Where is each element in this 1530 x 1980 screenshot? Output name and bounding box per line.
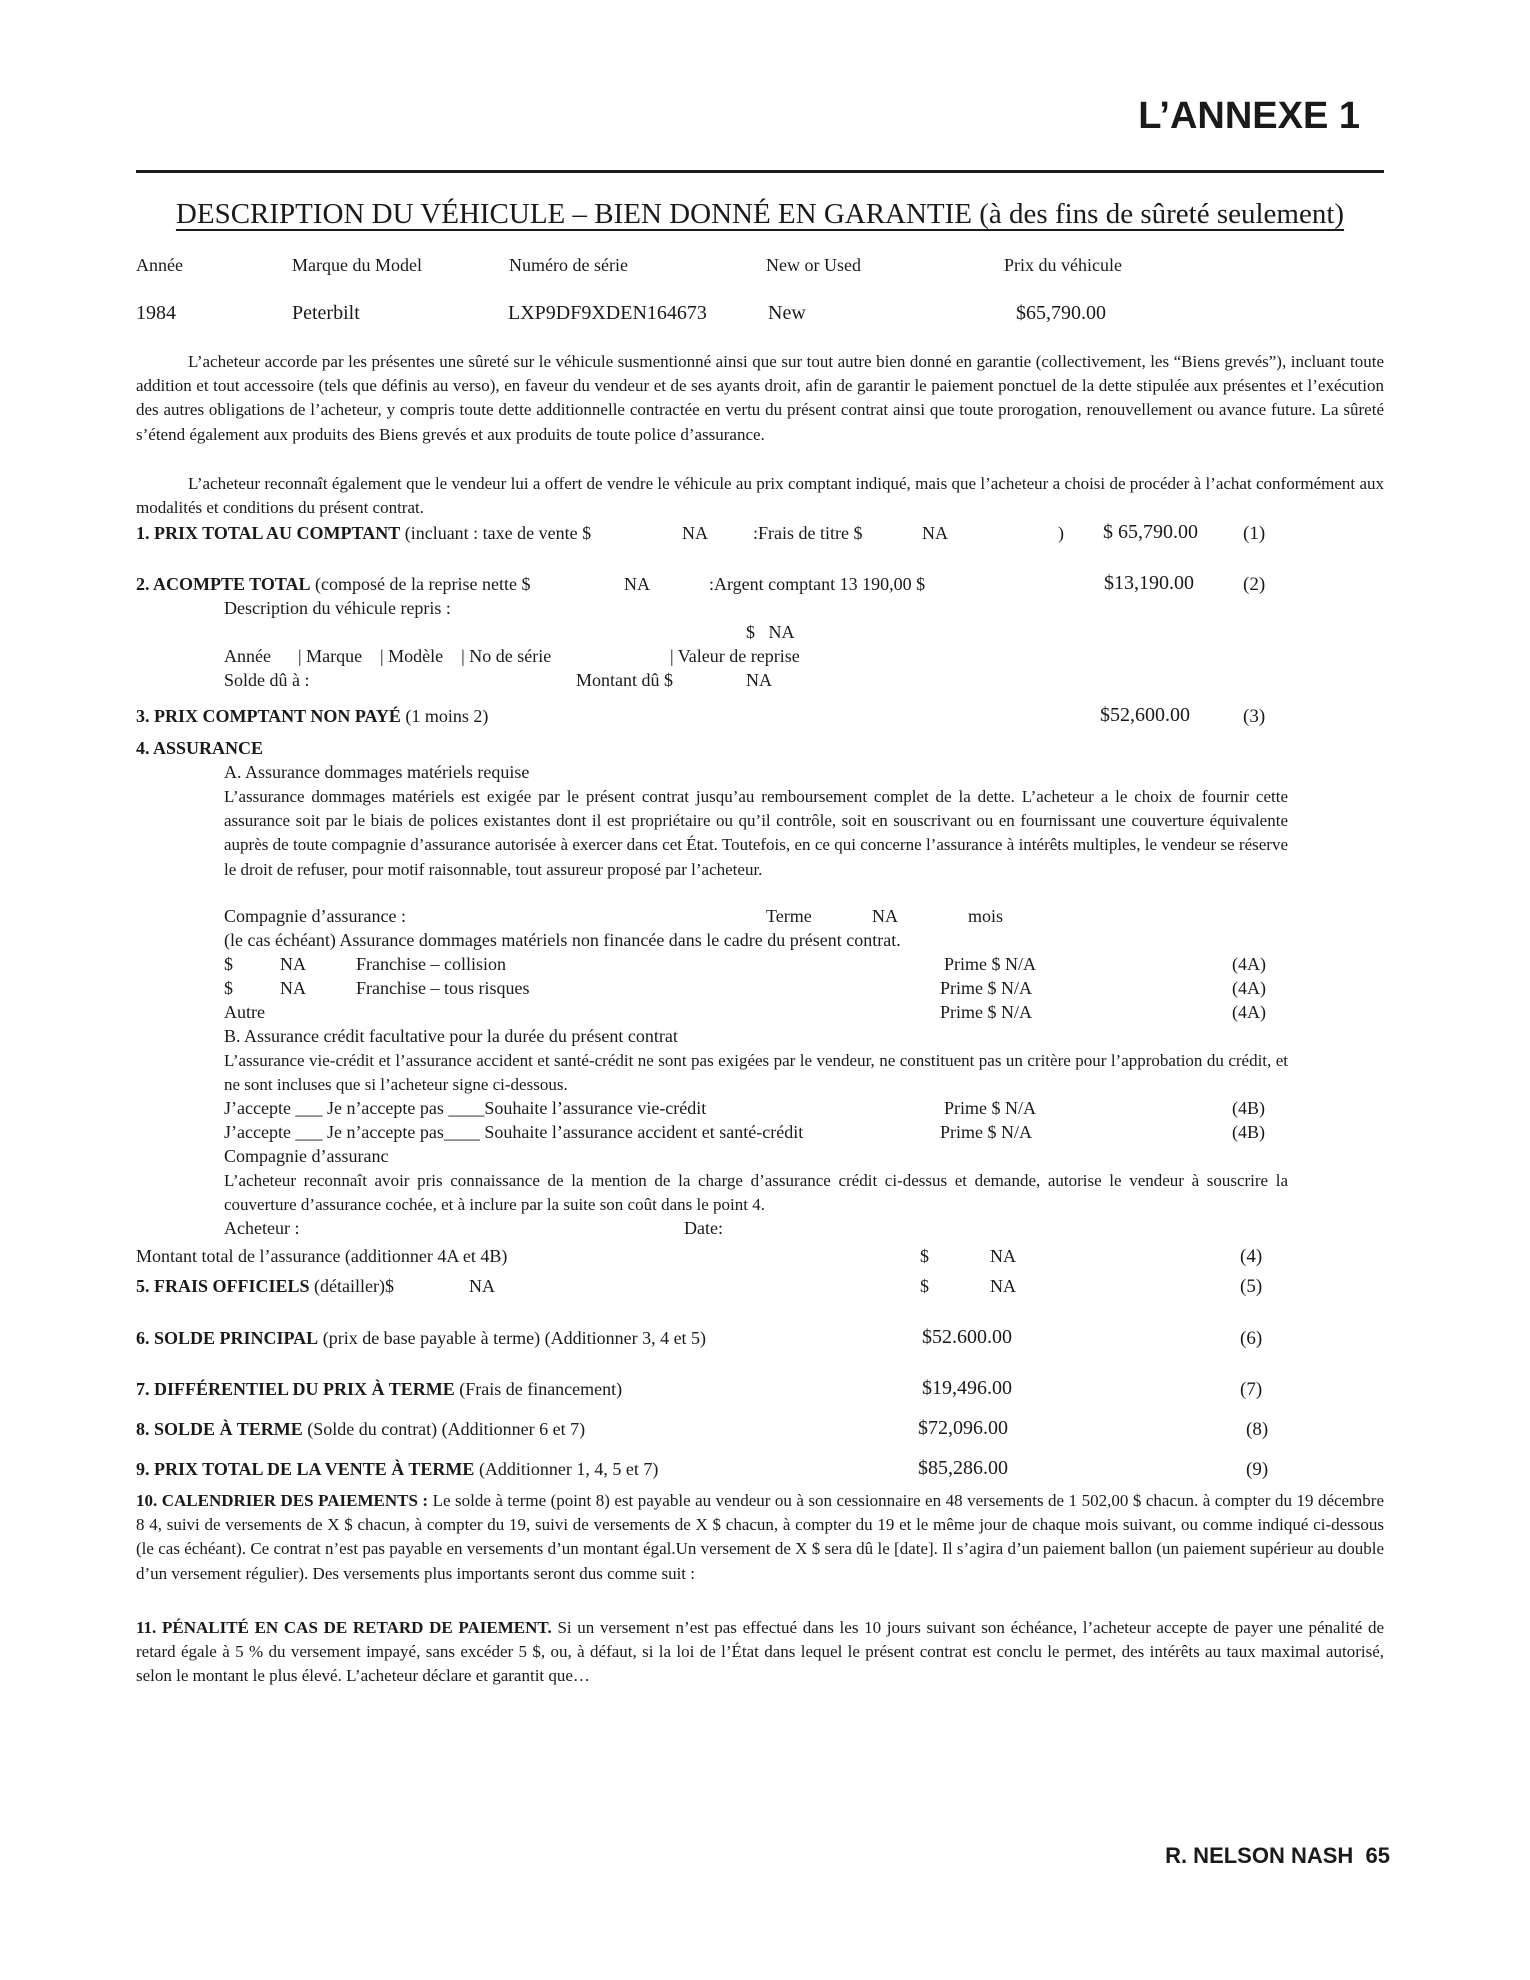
item-4-total-dollar: $ bbox=[920, 1246, 929, 1266]
item-5-detail: (détailler)$ bbox=[314, 1276, 394, 1296]
item-9-detail: (Additionner 1, 4, 5 et 7) bbox=[478, 1459, 659, 1479]
item-4a-row-1-code: (4A) bbox=[1232, 954, 1266, 974]
item-4-total-code: (4) bbox=[1240, 1246, 1263, 1267]
item-4b-compagnie: Compagnie d’assuranc bbox=[224, 1146, 389, 1166]
item-4-non-financee: (le cas échéant) Assurance dommages matériels non financée dans le cadre du présent contrat. bbox=[224, 930, 901, 950]
section-heading: DESCRIPTION DU VÉHICULE – BIEN DONNÉ EN GARANTIE (à des fins de sûreté seulement) bbox=[175, 198, 1345, 230]
item-4a-row-2-code: (4A) bbox=[1232, 978, 1266, 998]
item-5-dollar: $ bbox=[920, 1276, 929, 1296]
item-4-acheteur: Acheteur : bbox=[224, 1218, 300, 1238]
item-2-montant-du: Montant dû $ bbox=[576, 670, 673, 690]
col-header-serie: Numéro de série bbox=[509, 255, 628, 275]
item-1-code: (1) bbox=[1243, 523, 1266, 544]
item-7-detail: (Frais de financement) bbox=[459, 1379, 623, 1399]
vehicle-serial: LXP9DF9XDEN164673 bbox=[508, 302, 707, 324]
item-1-label-line bbox=[136, 523, 591, 544]
item-1-paren: ) bbox=[1058, 523, 1064, 543]
col-header-prix: Prix du véhicule bbox=[1004, 255, 1122, 275]
item-2-label: 2. ACOMPTE TOTAL bbox=[136, 574, 311, 594]
item-4a-row-3-code: (4A) bbox=[1232, 1002, 1266, 1022]
vehicle-price: $65,790.00 bbox=[1016, 302, 1106, 324]
item-4b-reconnait: L’acheteur reconnaît avoir pris connaissance de la mention de la charge d’assurance crédit ci-dessus et demande, autorise le vendeur à souscrire la couverture d’assurance cochée, et à inclure par la suite son coût dans le point 4. bbox=[224, 1171, 1288, 1215]
item-2-repris-label: Description du véhicule repris : bbox=[224, 598, 451, 618]
item-3-amount: $52,600.00 bbox=[1100, 704, 1190, 726]
item-1-frais-label: :Frais de titre $ bbox=[753, 523, 863, 543]
item-11-text: Si un versement n’est pas effectué dans les 10 jours suivant son échéance, l’acheteur accepte de payer une pénalité de retard égale à 5 % du versement impayé, sans excéder 5 $, ou, à défaut, si la loi de l’État dans lequel le présent contrat est conclu le permet, des intérêts au taux maximal autorisé, selon le montant le plus élevé. L’acheteur déclare et garantit que… bbox=[136, 1618, 1384, 1686]
item-7-amount: $19,496.00 bbox=[922, 1377, 1012, 1399]
item-1-detail: (incluant : taxe de vente $ bbox=[404, 523, 592, 543]
item-4a-row-2-prime: Prime $ N/A bbox=[940, 978, 1032, 998]
item-4b-row-2-text: J’accepte ___ Je n’accepte pas____ Souhaite l’assurance accident et santé-crédit bbox=[224, 1122, 804, 1142]
item-11-paragraph bbox=[136, 1616, 1384, 1689]
item-8-label: 8. SOLDE À TERME bbox=[136, 1419, 303, 1439]
annex-title: L’ANNEXE 1 bbox=[1138, 95, 1360, 137]
item-10-label: 10. CALENDRIER DES PAIEMENTS : bbox=[136, 1491, 429, 1510]
item-5-val: NA bbox=[469, 1276, 495, 1296]
item-4-terme: Terme bbox=[766, 906, 812, 926]
item-7-label: 7. DIFFÉRENTIEL DU PRIX À TERME bbox=[136, 1379, 455, 1399]
item-2-code: (2) bbox=[1243, 574, 1266, 595]
item-7-label-line bbox=[136, 1379, 622, 1400]
item-8-amount: $72,096.00 bbox=[918, 1417, 1008, 1439]
item-5-code: (5) bbox=[1240, 1276, 1263, 1297]
vehicle-make: Peterbilt bbox=[292, 302, 360, 324]
item-8-code: (8) bbox=[1246, 1419, 1269, 1440]
item-4a-row-1-dollar: $ bbox=[224, 954, 233, 974]
item-4b-row-1-text: J’accepte ___ Je n’accepte pas ____Souhaite l’assurance vie-crédit bbox=[224, 1098, 707, 1118]
item-4a-row-3-autre: Autre bbox=[224, 1002, 265, 1022]
item-10-text: Le solde à terme (point 8) est payable au vendeur ou à son cessionnaire en 48 versements de 1 502,00 $ chacun. à compter du 19 décembre 8 4, suivi de versements de X $ chacun, à compter du 19, suivi de versements de X $ chacun, à compter du 19 et le même jour de chaque mois suivant, ou comme indiqué ci-dessous (le cas échéant). Ce contrat n’est pas payable en versements d’un montant égal.Un versement de X $ sera dû le [date]. Il s’agira d’un paiement ballon (un paiement supérieur au double d’un versement régulier). Des versements plus importants seront dus comme suit : bbox=[136, 1491, 1385, 1583]
item-2-argent: :Argent comptant 13 190,00 $ bbox=[709, 574, 926, 594]
item-6-label-line bbox=[136, 1328, 706, 1349]
item-2-net: NA bbox=[624, 574, 650, 594]
item-4b-title: B. Assurance crédit facultative pour la durée du présent contrat bbox=[224, 1026, 678, 1046]
item-2-solde: Solde dû à : bbox=[224, 670, 310, 690]
item-7-code: (7) bbox=[1240, 1379, 1263, 1400]
item-9-amount: $85,286.00 bbox=[918, 1457, 1008, 1479]
item-4-label: 4. ASSURANCE bbox=[136, 738, 264, 758]
item-3-label: 3. PRIX COMPTANT NON PAYÉ bbox=[136, 706, 401, 726]
item-4-total-label: Montant total de l’assurance (additionner 4A et 4B) bbox=[136, 1246, 508, 1266]
item-4b-row-1-prime: Prime $ N/A bbox=[944, 1098, 1036, 1118]
item-6-code: (6) bbox=[1240, 1328, 1263, 1349]
col-header-new-used: New or Used bbox=[766, 255, 861, 275]
item-5-label: 5. FRAIS OFFICIELS bbox=[136, 1276, 310, 1296]
col-header-annee: Année bbox=[136, 255, 183, 275]
item-2-label-line bbox=[136, 574, 530, 595]
item-4a-text: L’assurance dommages matériels est exigée par le présent contrat jusqu’au remboursement complet de la dette. L’acheteur a le choix de fournir cette assurance soit par le biais de polices existantes dont il est propriétaire ou qu’il contrôle, soit en souscrivant ou en fournissant une couverture équivalente auprès de toute compagnie d’assurance autorisée à exercer dans cet État. Toutefois, en ce qui concerne l’assurance à intérêts multiples, le vendeur se réserve le droit de refuser, pour motif raisonnable, tout assureur proposé par l’acheteur. bbox=[224, 787, 1288, 879]
item-4a-row-1-val: NA bbox=[280, 954, 306, 974]
vehicle-year: 1984 bbox=[136, 302, 176, 324]
item-1-tax: NA bbox=[682, 523, 708, 543]
item-1-amount: $ 65,790.00 bbox=[1103, 521, 1198, 543]
comptant-paragraph: L’acheteur reconnaît également que le vendeur lui a offert de vendre le véhicule au prix comptant indiqué, mais que l’acheteur a choisi de procéder à l’achat conformément aux modalités et conditions du présent contrat. bbox=[136, 474, 1384, 518]
item-1-frais: NA bbox=[922, 523, 948, 543]
header-rule bbox=[136, 170, 1384, 173]
item-4-date: Date: bbox=[684, 1218, 723, 1238]
item-2-valeur: | Valeur de reprise bbox=[670, 646, 800, 666]
col-header-marque: Marque du Model bbox=[292, 255, 422, 275]
item-4-compagnie: Compagnie d’assurance : bbox=[224, 906, 406, 926]
item-4a-title: A. Assurance dommages matériels requise bbox=[224, 762, 530, 782]
item-4a-row-2-desc: Franchise – tous risques bbox=[356, 978, 530, 998]
item-2-amount: $13,190.00 bbox=[1104, 572, 1194, 594]
item-4-terme-val: NA bbox=[872, 906, 898, 926]
item-9-label-line bbox=[136, 1459, 658, 1480]
item-4-total-val: NA bbox=[990, 1246, 1016, 1266]
item-5-label-line bbox=[136, 1276, 394, 1297]
item-4-mois: mois bbox=[968, 906, 1004, 926]
item-5-amount: NA bbox=[990, 1276, 1016, 1296]
item-3-code: (3) bbox=[1243, 706, 1266, 727]
item-9-code: (9) bbox=[1246, 1459, 1269, 1480]
surete-paragraph: L’acheteur accorde par les présentes une sûreté sur le véhicule susmentionné ainsi que sur tout autre bien donné en garantie (collectivement, les “Biens grevés”), incluant toute addition et tout accessoire (tels que définis au verso), en faveur du vendeur et de ses ayants droit, afin de garantir le paiement ponctuel de la dette stipulée aux présentes et l’exécution des autres obligations de l’acheteur, y compris toute dette additionnelle contractée en vertu du présent contrat ainsi que toute prorogation, renouvellement ou avance future. La sûreté s’étend également aux produits des Biens grevés et aux produits de toute police d’assurance. bbox=[136, 352, 1384, 444]
item-1-label: 1. PRIX TOTAL AU COMPTANT bbox=[136, 523, 401, 543]
item-4a-row-3-prime: Prime $ N/A bbox=[940, 1002, 1032, 1022]
item-3-label-line bbox=[136, 706, 488, 727]
item-11-label: 11. PÉNALITÉ EN CAS DE RETARD DE PAIEMENT. bbox=[136, 1618, 552, 1637]
item-4b-row-1-code: (4B) bbox=[1232, 1098, 1265, 1118]
item-2-cols: Année | Marque | Modèle | No de série bbox=[224, 646, 552, 666]
item-4b-row-2-code: (4B) bbox=[1232, 1122, 1265, 1142]
item-6-amount: $52.600.00 bbox=[922, 1326, 1012, 1348]
item-9-label: 9. PRIX TOTAL DE LA VENTE À TERME bbox=[136, 1459, 475, 1479]
item-8-label-line bbox=[136, 1419, 585, 1440]
item-4a-row-2-val: NA bbox=[280, 978, 306, 998]
page-footer: R. NELSON NASH 65 bbox=[1165, 1843, 1390, 1868]
item-6-detail: (prix de base payable à terme) (Additionner 3, 4 et 5) bbox=[322, 1328, 707, 1348]
item-2-detail: (composé de la reprise nette $ bbox=[315, 574, 531, 594]
item-6-label: 6. SOLDE PRINCIPAL bbox=[136, 1328, 319, 1348]
item-2-montant-du-val: NA bbox=[746, 670, 772, 690]
item-4a-row-1-prime: Prime $ N/A bbox=[944, 954, 1036, 974]
item-3-detail: (1 moins 2) bbox=[405, 706, 489, 726]
item-4b-text: L’assurance vie-crédit et l’assurance accident et santé-crédit ne sont pas exigées par le vendeur, ne constituent pas un critère pour l’approbation du crédit, et ne sont incluses que si l’acheteur signe ci-dessous. bbox=[224, 1051, 1288, 1095]
item-4b-row-2-prime: Prime $ N/A bbox=[940, 1122, 1032, 1142]
vehicle-condition: New bbox=[768, 302, 806, 324]
item-4a-row-2-dollar: $ bbox=[224, 978, 233, 998]
item-2-dollar-na: $ NA bbox=[746, 622, 795, 642]
item-8-detail: (Solde du contrat) (Additionner 6 et 7) bbox=[307, 1419, 586, 1439]
item-10-paragraph bbox=[136, 1489, 1384, 1586]
item-4a-row-1-desc: Franchise – collision bbox=[356, 954, 506, 974]
